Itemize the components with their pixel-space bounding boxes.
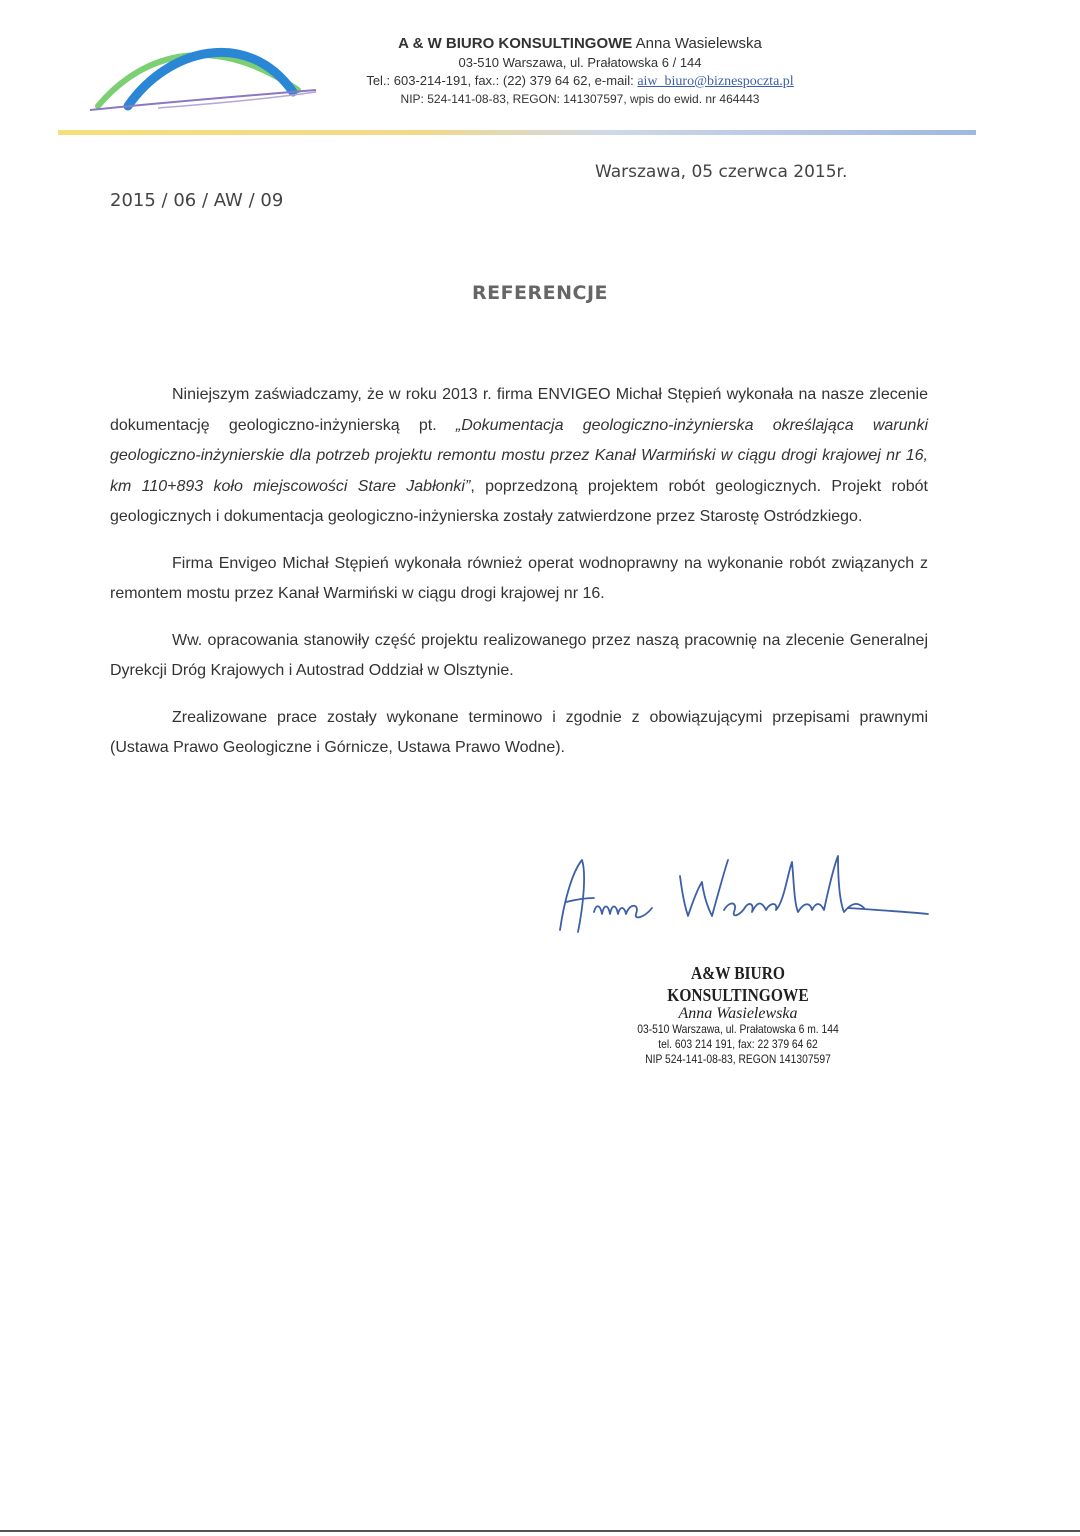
letterhead-company: A & W BIURO KONSULTINGOWE (398, 35, 633, 52)
paragraph-3: Ww. opracowania stanowiły część projektu realizowanego przez naszą pracownię na zlecenie Generalnej Dyrekcji Dróg Krajowych i Autostrad Oddział w Olsztynie. (110, 631, 928, 679)
letterhead-phone-fax: Tel.: 603-214-191, fax.: (22) 379 64 62, e-mail: (366, 73, 634, 88)
paragraph-1-document-title: „Dokumentacja geologiczno-inżynierska określająca warunki geologiczno-inżynierskie dla potrzeb projektu remontu mostu przez Kanał Warmiński w ciągu drogi krajowej nr 16, km 110+893 koło miejscowości Stare Jabłonki” (110, 416, 928, 495)
paragraph-1-start: Niniejszym zaświadczamy, że w roku 2013 r. firma ENVIGEO Michał Stępień wykonała na nasze zlecenie dokumentację geologiczno-inżynierską pt. (110, 386, 928, 434)
reference-number: 2015 / 06 / AW / 09 (110, 190, 284, 211)
letterhead-name-line (300, 34, 860, 54)
paragraph-4: Zrealizowane prace zostały wykonane terminowo i zgodnie z obowiązującymi przepisami prawnymi (Ustawa Prawo Geologiczne i Górnicze, Ustawa Prawo Wodne). (110, 708, 928, 756)
letterhead (300, 34, 860, 107)
company-stamp (600, 962, 876, 1067)
stamp-person: Anna Wasielewska (678, 1005, 798, 1022)
letterhead-registry: NIP: 524-141-08-83, REGON: 141307597, wpis do ewid. nr 464443 (400, 92, 760, 106)
stamp-registry: NIP 524-141-08-83, REGON 141307597 (645, 1052, 831, 1066)
handwritten-signature-icon (548, 842, 938, 942)
letterhead-divider (58, 130, 976, 135)
stamp-address: 03-510 Warszawa, ul. Prałatowska 6 m. 144 (637, 1022, 839, 1036)
stamp-company: A&W BIURO KONSULTINGOWE (667, 963, 809, 1005)
letterhead-address: 03-510 Warszawa, ul. Prałatowska 6 / 144 (458, 55, 702, 70)
letterhead-owner: Anna Wasielewska (635, 35, 762, 52)
letterhead-contact-line (300, 72, 860, 91)
paragraph-2: Firma Envigeo Michał Stępień wykonała również operat wodnoprawny na wykonanie robót związanych z remontem mostu przez Kanał Warmiński w ciągu drogi krajowej nr 16. (110, 554, 928, 602)
page-bottom-edge (0, 1530, 1080, 1532)
document-title: REFERENCJE (471, 282, 609, 304)
letter-body (110, 380, 928, 780)
company-logo-icon (88, 28, 318, 118)
letterhead-email-link[interactable]: aiw_biuro@biznespoczta.pl (637, 74, 794, 89)
paragraph-1 (110, 380, 928, 533)
paragraph-1-end: , poprzedzoną projektem robót geologicznych. Projekt robót geologicznych i dokumentacja geologiczno-inżynierska zostały zatwierdzone przez Starostę Ostródzkiego. (110, 477, 929, 525)
stamp-phone: tel. 603 214 191, fax: 22 379 64 62 (658, 1037, 818, 1051)
letter-date: Warszawa, 05 czerwca 2015r. (595, 162, 848, 182)
